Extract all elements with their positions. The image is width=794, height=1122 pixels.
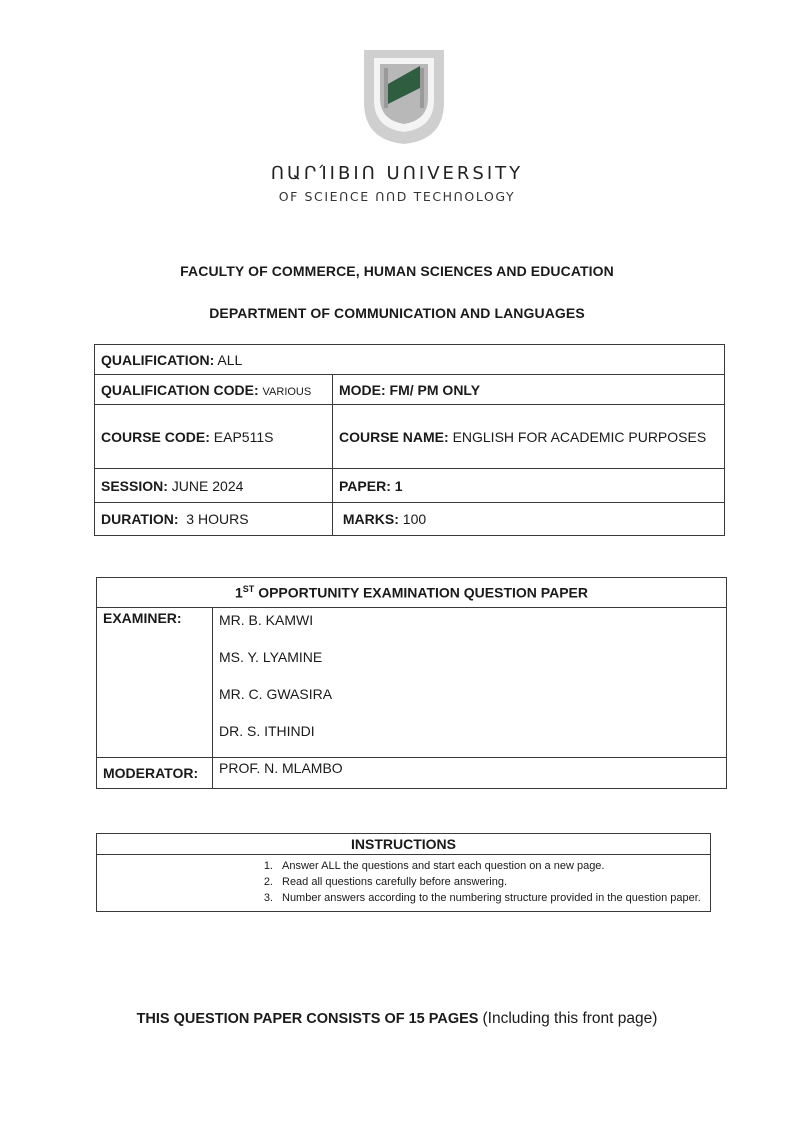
qualification-cell (95, 345, 725, 375)
exam-title-prefix: 1 (234, 584, 243, 601)
instructions-title: INSTRUCTIONS (97, 834, 710, 855)
paper-value: 1 (394, 477, 403, 494)
duration-label: DURATION: (101, 511, 179, 527)
university-logo (358, 44, 450, 146)
moderator-label: MODERATOR: (97, 758, 213, 789)
session-row (95, 469, 725, 503)
instructions-box (96, 833, 711, 912)
course-name-value: ENGLISH FOR ACADEMIC PURPOSES (452, 428, 707, 445)
marks-label: MARKS: (342, 511, 399, 527)
course-code-cell (95, 405, 333, 469)
page-count-bold: THIS QUESTION PAPER CONSISTS OF 15 PAGES (136, 1011, 479, 1027)
paper-label: PAPER: (339, 477, 391, 494)
examiner-name: MR. C. GWASIRA (219, 686, 333, 702)
duration-cell (95, 503, 333, 536)
course-row (95, 405, 725, 469)
instruction-text: Number answers according to the numbering structure provided in the question paper. (282, 892, 701, 904)
qualification-label: QUALIFICATION: (101, 351, 215, 368)
exam-title-sup: ST (242, 584, 255, 595)
session-cell (95, 469, 333, 503)
course-code-value: EAP511S (213, 428, 274, 445)
examiner-row (97, 608, 727, 758)
paper-cell (333, 469, 725, 503)
session-label: SESSION: (101, 477, 168, 494)
duration-value: 3 HOURS (186, 511, 249, 527)
examiner-name: DR. S. ITHINDI (219, 723, 315, 739)
course-code-label: COURSE CODE: (101, 428, 210, 445)
examiner-list (213, 608, 727, 758)
course-name-cell (333, 405, 725, 469)
marks-value: 100 (402, 511, 427, 527)
instructions-list (97, 858, 710, 906)
instruction-item (97, 858, 710, 874)
department-heading: DEPARTMENT OF COMMUNICATION AND LANGUAGES (209, 305, 585, 321)
nust-shield-logo-icon (358, 44, 450, 146)
page-count-note (0, 1010, 794, 1028)
exam-title (97, 578, 727, 608)
moderator-row (97, 758, 727, 789)
instruction-number: 3. (263, 892, 273, 904)
mode-label: MODE: FM/ PM ONLY (339, 381, 481, 398)
qualification-code-cell (95, 375, 333, 405)
qualification-code-value: VARIOUS (262, 385, 312, 398)
exam-title-row (97, 578, 727, 608)
university-subtitle: OF SCIEՈCE ՈՈD TECHՈOLOGY (278, 189, 516, 204)
instruction-text: Read all questions carefully before answering. (282, 876, 508, 888)
instruction-text: Answer ALL the questions and start each question on a new page. (282, 860, 605, 872)
qualification-code-label: QUALIFICATION CODE: (101, 381, 259, 398)
instruction-item (97, 890, 710, 906)
session-value: JUNE 2024 (171, 477, 244, 494)
instruction-number: 1. (263, 860, 273, 872)
course-info-table (94, 344, 725, 536)
qualification-row (95, 345, 725, 375)
examiner-name: MS. Y. LYAMINE (219, 649, 323, 665)
instruction-item (97, 874, 710, 890)
course-name-label: COURSE NAME: (339, 428, 449, 445)
examiner-name: MR. B. KAMWI (219, 612, 314, 628)
qualification-code-row (95, 375, 725, 405)
exam-paper-table (96, 577, 727, 789)
university-name: ՈԱՐΊΙΒΙՈ ՍՈΙVERSITY (270, 163, 524, 184)
instruction-number: 2. (263, 876, 273, 888)
faculty-heading: FACULTY OF COMMERCE, HUMAN SCIENCES AND EDUCATION (180, 263, 614, 279)
exam-title-rest: OPPORTUNITY EXAMINATION QUESTION PAPER (258, 584, 588, 601)
page-count-rest: (Including this front page) (482, 1010, 658, 1027)
duration-row (95, 503, 725, 536)
examiner-label: EXAMINER: (97, 608, 213, 758)
moderator-name: PROF. N. MLAMBO (213, 758, 727, 789)
qualification-value: ALL (217, 351, 243, 368)
mode-cell (333, 375, 725, 405)
marks-cell (333, 503, 725, 536)
